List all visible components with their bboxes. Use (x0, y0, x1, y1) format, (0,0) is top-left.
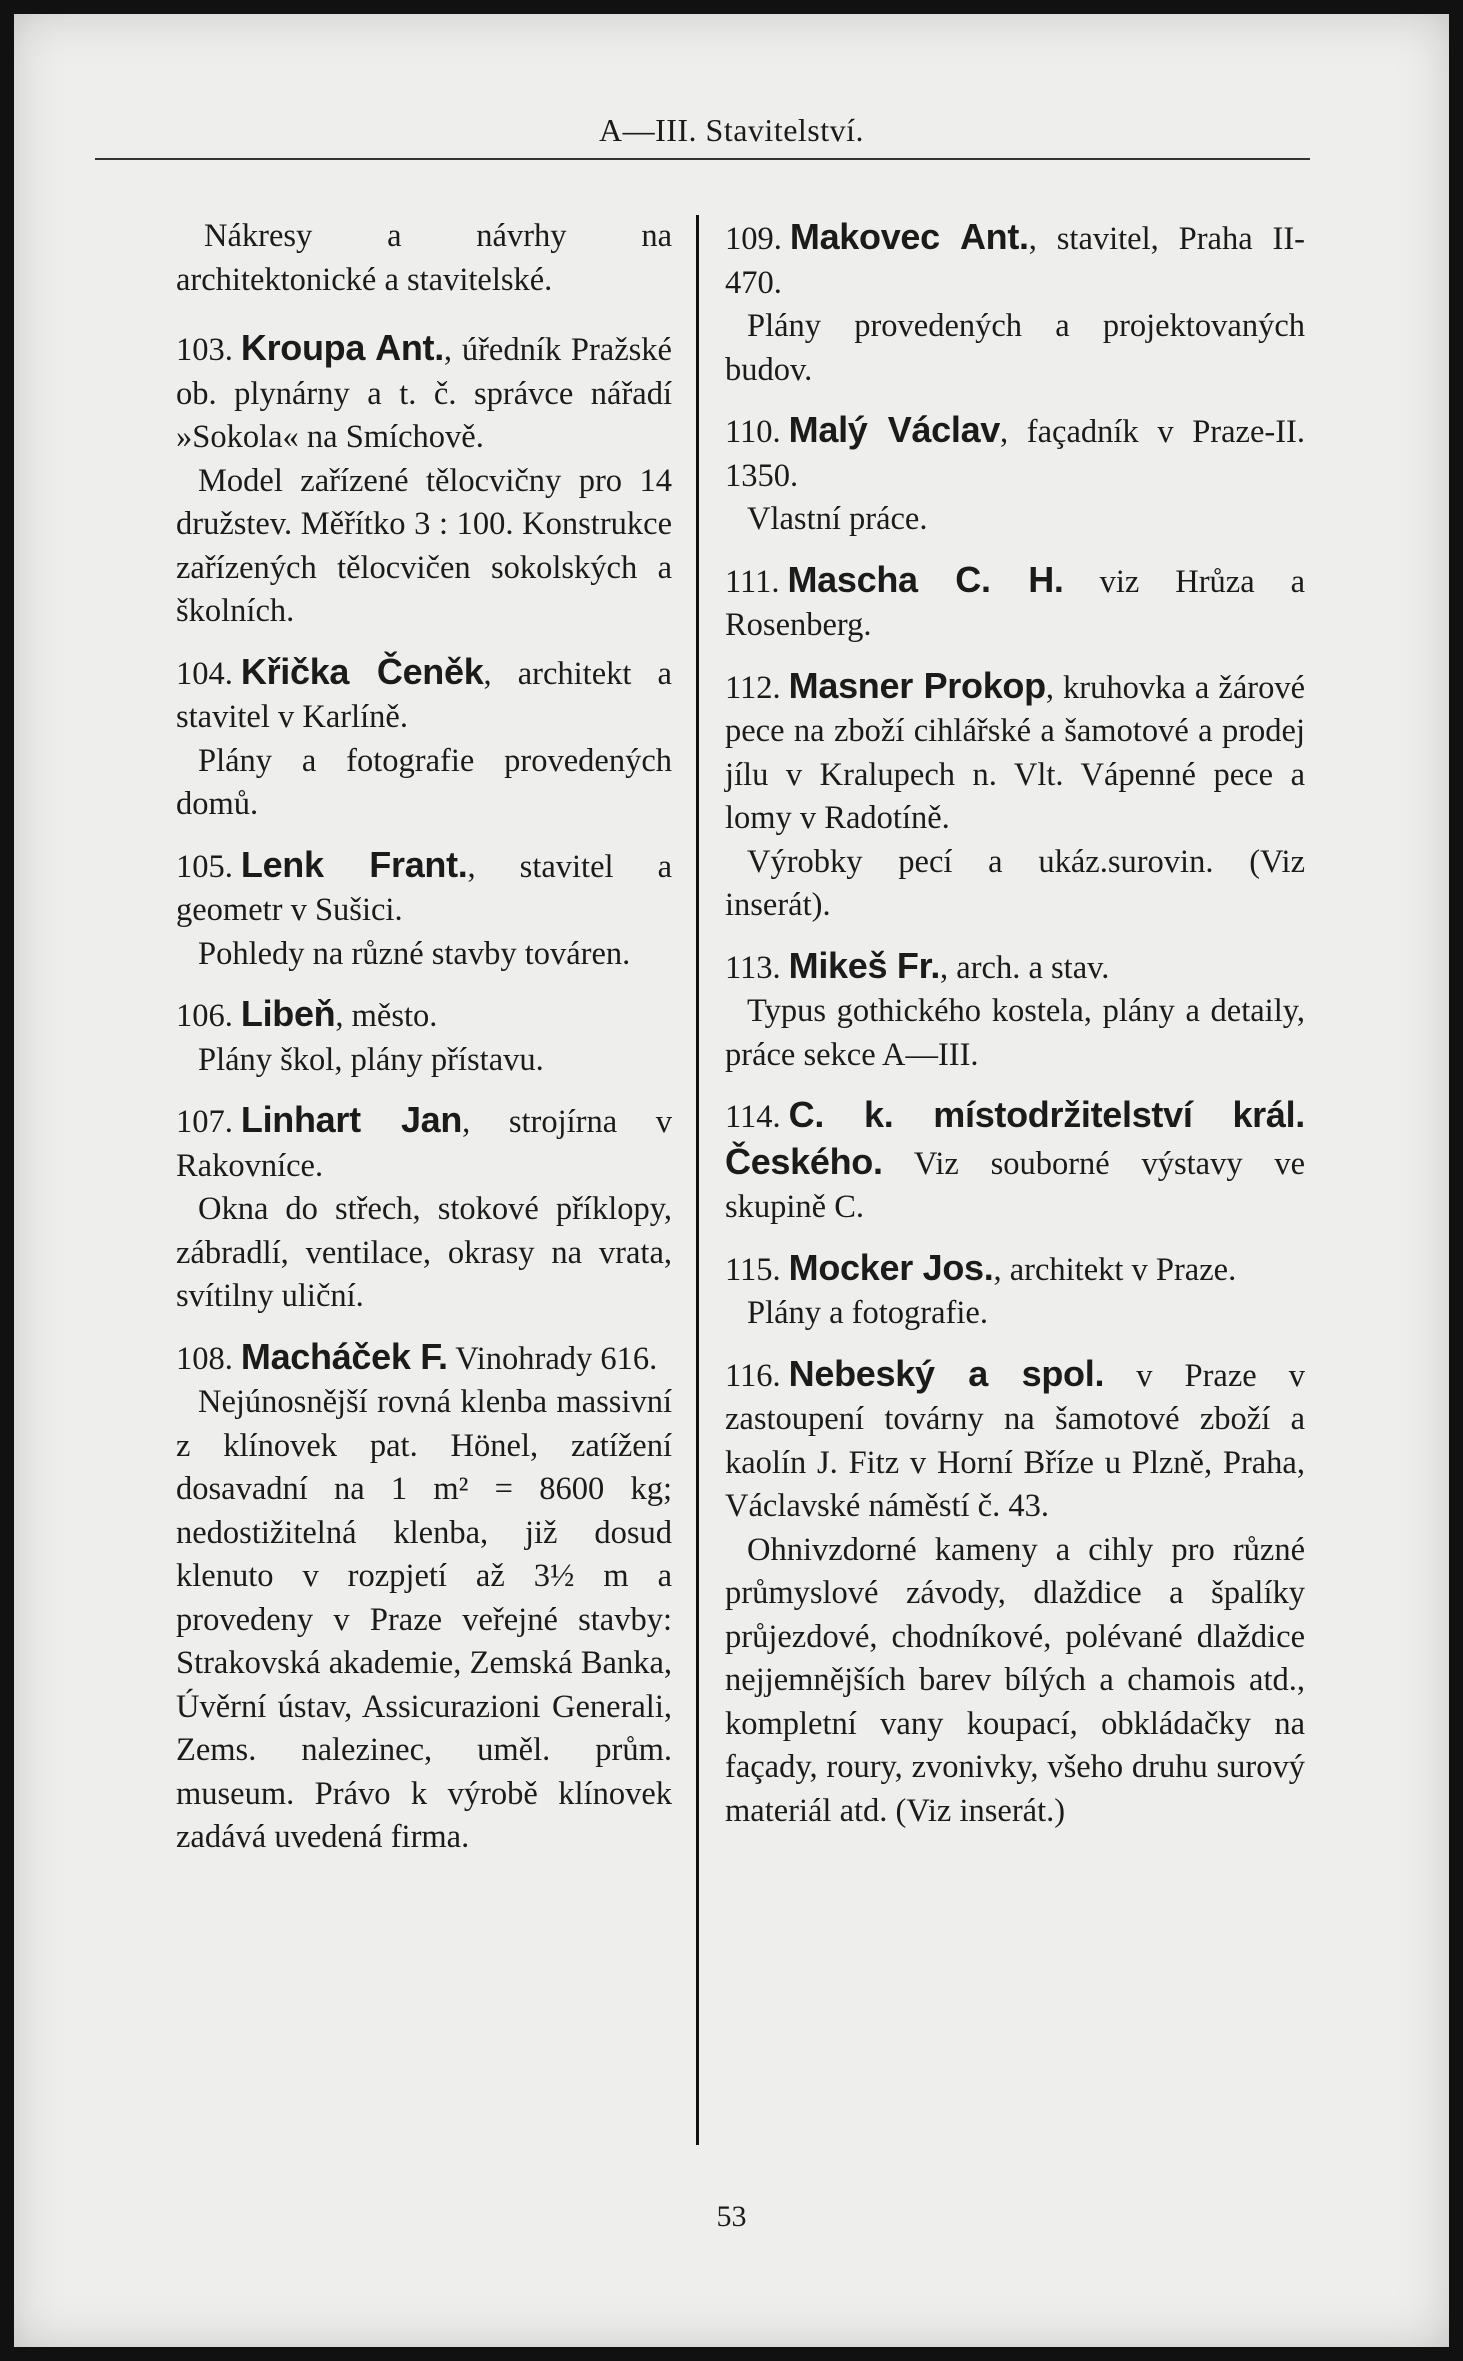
page-number: 53 (716, 2200, 747, 2233)
entry-number: 116. (725, 1357, 781, 1394)
catalog-entry (176, 843, 672, 977)
entry-number: 114. (725, 1099, 781, 1135)
exhibitor-name: Macháček F. (240, 1335, 448, 1377)
exhibitor-name: Libeň (240, 993, 336, 1034)
catalog-entry (725, 1246, 1305, 1336)
catalog-entry (176, 326, 672, 634)
exhibitor-name: Nebeský a spol. (788, 1352, 1105, 1394)
catalog-entry (725, 1352, 1305, 1834)
entry-note: Plány škol, plány přístavu. (198, 1041, 544, 1078)
catalog-entry (725, 215, 1305, 392)
exhibitor-name: Mikeš Fr. (788, 944, 941, 986)
entry-number: 107. (176, 1104, 233, 1140)
entry-note: Typus gothického kostela, plány a detaily, práce sekce A—III. (725, 993, 1305, 1073)
exhibitor-name: Malý Václav (788, 409, 1001, 450)
entry-note: Vlastní práce. (747, 501, 928, 537)
entry-note: Model zařízené tělocvičny pro 14 družstev. Měřítko 3 : 100. Konstrukce zařízených tělocvičen sokolských a školních. (176, 462, 672, 629)
entry-description: , architekt a stavitel v Karlíně. (176, 655, 672, 735)
exhibitor-name: Kroupa Ant. (240, 327, 444, 368)
entry-description: Vinohrady 616. (447, 1340, 658, 1377)
entry-note: Nejúnosnější rovná klenba massivní z klínovek pat. Hönel, zatížení dosavadní na 1 m² = 8600 kg; nedostižitelná klenba, již dosud klenuto v rozpjetí až 3½ m a provedeny v Praze veřejné stavby: Strakovská akademie, Zemská Banka, Úvěrní ústav, Assicurazioni Generali, Zems. nalezinec, uměl. prům. museum. Právo k výrobě klínovek zadává uvedená firma. (176, 1384, 672, 1855)
catalog-entry (725, 1093, 1305, 1230)
entry-number: 110. (725, 414, 781, 450)
entry-note: Výrobky pecí a ukáz.surovin. (Viz inserát). (725, 843, 1305, 923)
entry-note: Pohledy na různé stavby továren. (198, 935, 631, 972)
exhibitor-name: Mascha C. H. (787, 558, 1064, 600)
catalog-entry (725, 408, 1305, 542)
entry-number: 111. (725, 563, 780, 600)
entry-number: 105. (176, 848, 233, 885)
entry-number: 112. (725, 669, 781, 706)
entry-number: 113. (725, 949, 781, 986)
entry-description: , strojírna v Rakovníce. (176, 1104, 672, 1184)
exhibitor-name: Mocker Jos. (788, 1246, 994, 1288)
exhibitor-name: Masner Prokop (788, 664, 1046, 706)
exhibitor-name: Lenk Frant. (240, 843, 468, 885)
catalog-entry (725, 664, 1305, 928)
exhibitor-name: C. k. místodržitelství král. Českého. (725, 1094, 1305, 1182)
entry-description: viz Hrůza a Rosenberg. (725, 563, 1306, 643)
entry-number: 106. (176, 998, 233, 1034)
entry-description: , stavitel, Praha II-470. (725, 221, 1305, 301)
entry-description: , arch. a stav. (940, 949, 1110, 986)
entry-number: 103. (176, 332, 233, 368)
running-head: A—III. Stavitelství. (598, 112, 865, 148)
entry-number: 104. (176, 655, 233, 692)
entry-description: , stavitel a geometr v Sušici. (176, 848, 672, 928)
entry-number: 115. (725, 1251, 781, 1288)
entry-description: , façadník v Praze-II. 1350. (725, 414, 1305, 494)
entry-description: , kruhovka a žárové pece na zboží cihlářské a šamotové a prodej jílu v Kralupech n. Vlt. Vápenné pece a lomy v Radotíně. (725, 669, 1305, 836)
entry-description: , město. (335, 998, 438, 1034)
entry-description: Viz souborné výstavy ve skupině C. (725, 1145, 1305, 1225)
entry-note: Plány provedených a projektovaných budov. (725, 308, 1305, 388)
exhibitor-name: Linhart Jan (240, 1099, 463, 1140)
entry-note: Plány a fotografie. (747, 1295, 988, 1331)
catalog-entry (176, 650, 672, 827)
catalog-entry (176, 992, 672, 1082)
right-column (725, 215, 1305, 1849)
exhibitor-name: Makovec Ant. (789, 216, 1029, 257)
entry-number: 109. (725, 221, 782, 257)
left-column (176, 215, 672, 1876)
exhibitor-name: Křička Čeněk (240, 650, 484, 692)
catalog-entry (176, 1335, 672, 1860)
entry-description: v Praze v zastoupení továrny na šamotové zboží a kaolín J. Fitz v Horní Bříze u Plzně, Praha, Václavské náměstí č. 43. (725, 1357, 1305, 1524)
entry-note: Okna do střech, stokové příklopy, zábradlí, ventilace, okrasy na vrata, svítilny uliční. (176, 1191, 672, 1314)
entry-note: Ohnivzdorné kameny a cihly pro různé průmyslové závody, dlaždice a špalíky průjezdové, chodníkové, polévané dlaždice nejjemnějších barev bílých a chamois atd., kompletní vany koupací, obkládačky na façady, roury, zvonivky, všeho druhu surový materiál atd. (Viz inserát.) (725, 1531, 1305, 1829)
entry-description: , architekt v Praze. (993, 1251, 1237, 1288)
entry-note: Plány a fotografie provedených domů. (176, 742, 672, 822)
entry-number: 108. (176, 1340, 233, 1377)
catalog-entry (176, 1098, 672, 1319)
catalog-entry (725, 944, 1305, 1078)
catalog-entry (725, 558, 1305, 648)
column-divider (696, 215, 699, 2145)
section-intro: Nákresy a návrhy na architektonické a stavitelské. (176, 218, 672, 298)
entry-description: , úředník Pražské ob. plynárny a t. č. správce nářadí »Sokola« na Smíchově. (176, 332, 672, 455)
header-rule (95, 158, 1310, 160)
